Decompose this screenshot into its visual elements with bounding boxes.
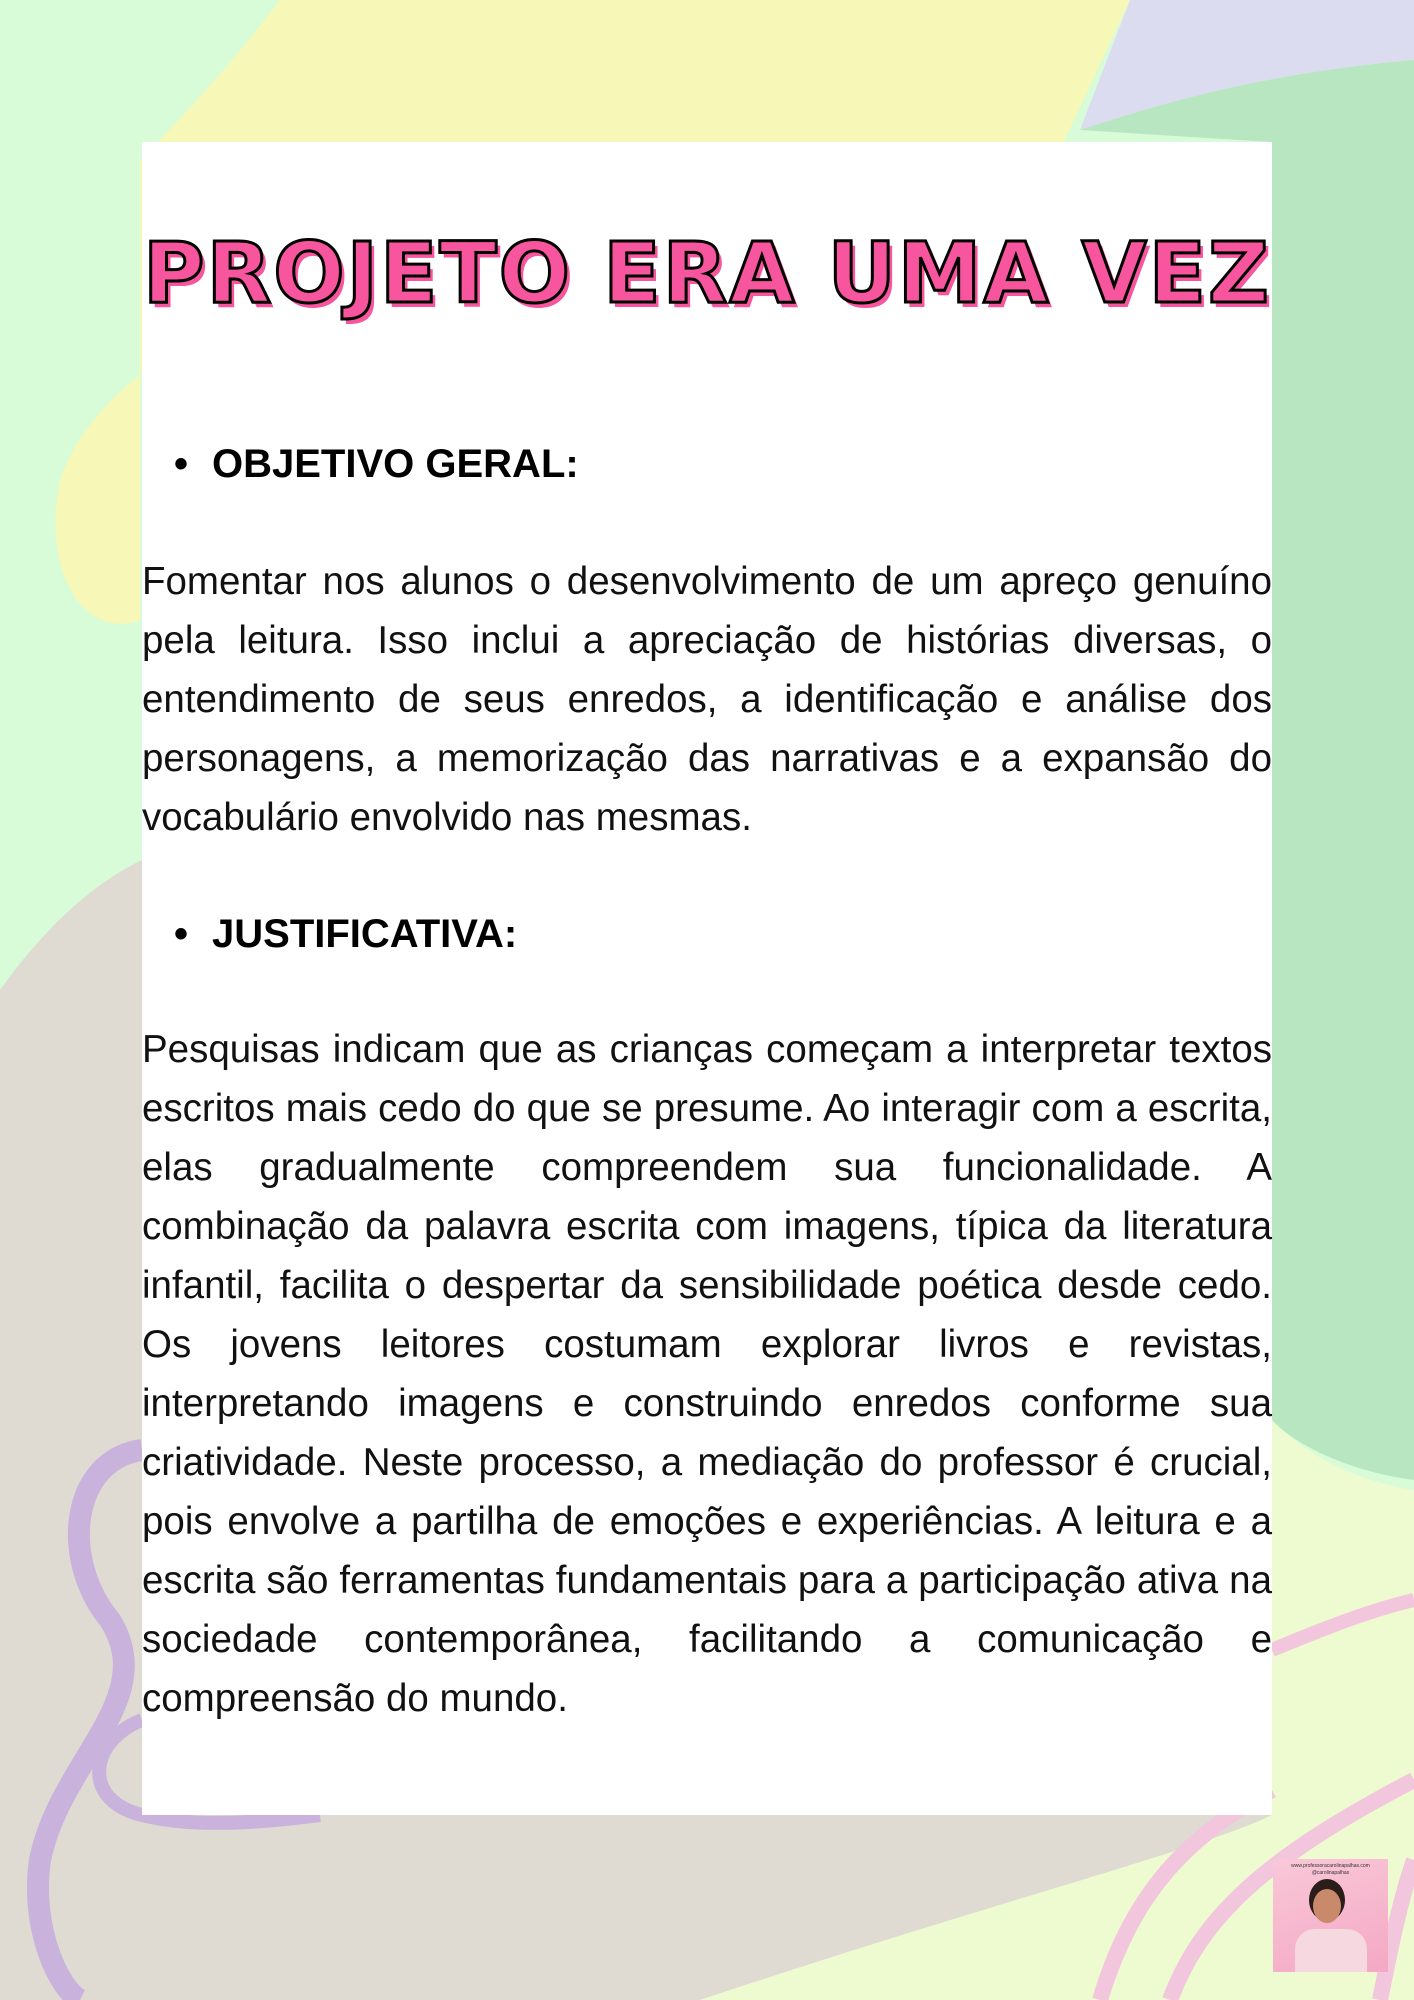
page-title: PROJETO ERA UMA VEZ <box>143 224 1271 322</box>
section-heading-objetivo: • OBJETIVO GERAL: <box>212 442 579 487</box>
content-panel <box>142 142 1272 1815</box>
author-shirt <box>1295 1929 1367 1972</box>
logo-url: www.professoracarolinapalhas.com <box>1291 1863 1370 1869</box>
author-photo <box>1313 1889 1341 1923</box>
author-logo <box>1273 1859 1388 1972</box>
section-heading-justificativa: • JUSTIFICATIVA: <box>212 912 517 957</box>
logo-handle: @carolinapalhas <box>1311 1870 1350 1876</box>
section-body-objetivo: Fomentar nos alunos o desenvolvimento de um apreço genuíno pela leitura. Isso inclui a apreciação de histórias diversas, o entendimento de seus enredos, a identificação e análise dos personagens, a memorização das narrativas e a expansão do vocabulário envolvido nas mesmas. <box>142 560 1272 839</box>
section-body-justificativa: Pesquisas indicam que as crianças começam a interpretar textos escritos mais cedo do que se presume. Ao interagir com a escrita, elas gradualmente compreendem sua funcionalidade. A combinação da palavra escrita com imagens, típica da literatura infantil, facilita o despertar da sensibilidade poética desde cedo. Os jovens leitores costumam explorar livros e revistas, interpretando imagens e construindo enredos conforme sua criatividade. Neste processo, a mediação do professor é crucial, pois envolve a partilha de emoções e experiências. A leitura e a escrita são ferramentas fundamentais para a participação ativa na sociedade contemporânea, facilitando a comunicação e compreensão do mundo. <box>142 1028 1272 1720</box>
